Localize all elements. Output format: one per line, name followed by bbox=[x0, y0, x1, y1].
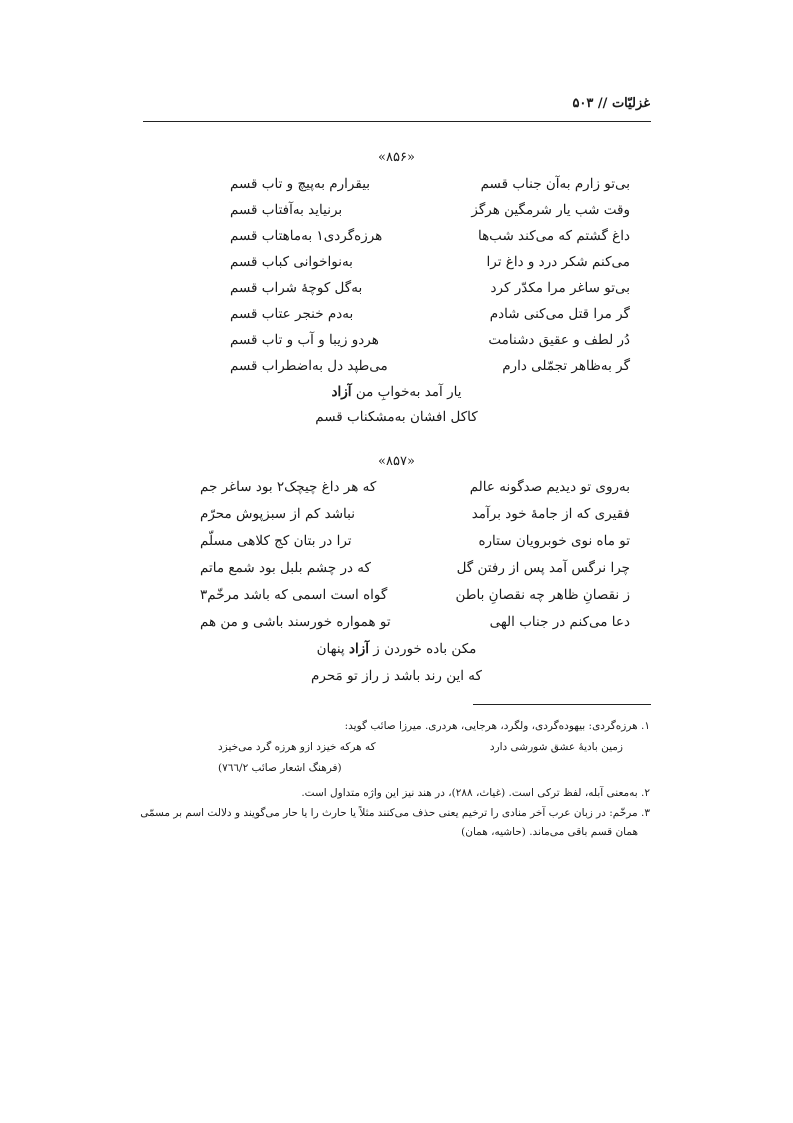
second-hemistich: هرزه‌گردی۱ به‌ماهتاب قسم bbox=[230, 228, 383, 244]
couplet bbox=[200, 475, 630, 499]
second-hemistich: تو همواره خورسند باشی و من هم bbox=[200, 614, 391, 630]
second-hemistich: گواه است اسمی که باشد مرخّم۳ bbox=[200, 587, 388, 603]
ghazal-857-number: «۸۵۷» bbox=[378, 454, 415, 469]
second-hemistich: هردو زیبا و آب و تاب قسم bbox=[230, 332, 379, 348]
poet-name: آزاد bbox=[348, 641, 370, 657]
footnote-1-verse-second: که هرکه خیزد ازو هرزه گرد می‌خیزد bbox=[218, 741, 376, 753]
second-hemistich: به‌دم خنجر عتاب قسم bbox=[230, 306, 354, 322]
couplet bbox=[230, 302, 630, 326]
couplet bbox=[230, 224, 630, 248]
first-hemistich: بی‌تو ساغر مرا مکدّر کرد bbox=[490, 280, 630, 296]
couplet bbox=[200, 583, 630, 607]
couplet bbox=[200, 502, 630, 526]
second-hemistich: به‌گل کوچهٔ شراب قسم bbox=[230, 280, 363, 296]
footnote-1-verse-first: زمین بادیهٔ عشق شورشی دارد bbox=[489, 741, 623, 753]
footnote-1-source: (فرهنگ اشعار صائب ۷٦٦/۲) bbox=[218, 762, 342, 774]
header-rule bbox=[143, 121, 651, 122]
first-hemistich: می‌کنم شکر درد و داغ ترا bbox=[486, 254, 630, 270]
closing-verse-text: یار آمد به‌خوابِ من bbox=[351, 384, 462, 400]
first-hemistich: چرا نرگس آمد پس از رفتن گل bbox=[456, 560, 630, 576]
poet-name: آزاد bbox=[331, 384, 352, 400]
closing-verse-line bbox=[0, 637, 793, 661]
second-hemistich: که هر داغ چیچک۲ بود ساغر جم bbox=[200, 479, 377, 495]
second-hemistich: بیقرارم به‌پیچ و تاب قسم bbox=[230, 176, 371, 192]
footnote-2: ۲. به‌معنی آبله، لفظ ترکی است. (غیاث، ۲۸۸)، در هند نیز این واژه متداول است. bbox=[301, 787, 650, 799]
couplet bbox=[230, 198, 630, 222]
second-hemistich: که در چشم بلبل بود شمع ماتم bbox=[200, 560, 371, 576]
closing-verse-line: که این رند باشد ز راز تو مَحرم bbox=[311, 668, 482, 684]
couplet bbox=[230, 354, 630, 378]
second-hemistich: ترا در بتان کج کلاهی مسلّم bbox=[200, 533, 352, 549]
couplet bbox=[230, 328, 630, 352]
closing-verse-text: مکن باده خوردن ز bbox=[369, 641, 477, 657]
first-hemistich: داغ گشتم که می‌کند شب‌ها bbox=[477, 228, 630, 244]
couplet bbox=[230, 276, 630, 300]
ghazal-856-number: «۸۵۶» bbox=[378, 150, 415, 165]
footnote-rule bbox=[473, 704, 651, 705]
footnote-3: ۳. مرخّم: در زبان عرب آخر منادی را ترخیم یعنی حذف می‌کنند مثلاً یا حارث را یا حار می‌گویند و دلالت اسم بر مسمّی bbox=[140, 807, 650, 819]
first-hemistich: بی‌تو زارم به‌آن جناب قسم bbox=[480, 176, 630, 192]
first-hemistich: دُر لطف و عقیق دشنامت bbox=[488, 332, 630, 348]
first-hemistich: ز نقصانِ ظاهر چه نقصانِ باطن bbox=[455, 587, 630, 603]
footnote-1: ۱. هرزه‌گردی: بیهوده‌گردی، ولگرد، هرجایی، هردری. میرزا صائب گوید: bbox=[344, 720, 650, 732]
first-hemistich: به‌روی تو دیدیم صدگونه عالم bbox=[469, 479, 630, 495]
first-hemistich: فقیری که از جامهٔ خود برآمد bbox=[471, 506, 630, 522]
closing-verse-line bbox=[0, 380, 793, 404]
couplet bbox=[200, 529, 630, 553]
second-hemistich: به‌نواخوانی کباب قسم bbox=[230, 254, 353, 270]
running-head: غزلیّات // ۵۰۳ bbox=[572, 96, 650, 111]
couplet bbox=[200, 610, 630, 634]
second-hemistich: برنیاید به‌آفتاب قسم bbox=[230, 202, 343, 218]
couplet bbox=[230, 172, 630, 196]
second-hemistich: می‌طپد دل به‌اضطراب قسم bbox=[230, 358, 388, 374]
couplet bbox=[200, 556, 630, 580]
second-hemistich: نباشد کم از سبزپوش محرّم bbox=[200, 506, 355, 522]
first-hemistich: گر به‌ظاهر تجمّلی دارم bbox=[502, 358, 630, 374]
couplet bbox=[230, 250, 630, 274]
first-hemistich: گر مرا قتل می‌کنی شادم bbox=[489, 306, 630, 322]
footnote-3-continuation: همان قسم باقی می‌ماند. (حاشیه، همان) bbox=[461, 826, 638, 838]
first-hemistich: دعا می‌کنم در جناب الهی bbox=[489, 614, 630, 630]
first-hemistich: تو ماه نوی خوبرویان ستاره bbox=[478, 533, 630, 549]
first-hemistich: وقت شب یار شرمگین هرگز bbox=[471, 202, 630, 218]
closing-verse-text: پنهان bbox=[316, 641, 349, 657]
closing-verse-line: کاکل افشان به‌مشکناب قسم bbox=[315, 409, 478, 425]
